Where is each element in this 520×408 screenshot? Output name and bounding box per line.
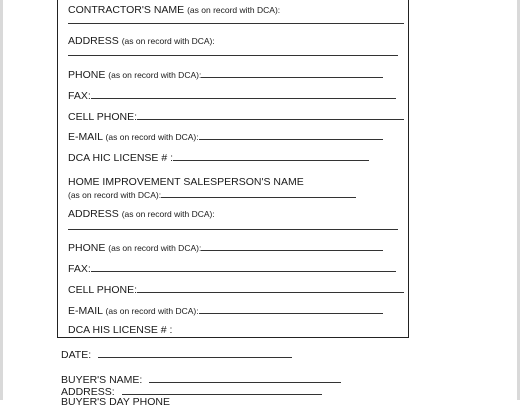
contractor-fax-row	[68, 89, 402, 102]
buyer-address-field[interactable]	[122, 385, 322, 395]
contractor-license-label: DCA HIC LICENSE # :	[68, 152, 174, 164]
salesperson-name-row	[68, 176, 402, 188]
date-row	[61, 348, 292, 361]
contractor-name-field[interactable]	[68, 23, 404, 24]
buyer-name-field[interactable]	[149, 373, 341, 383]
page-edge-left	[0, 0, 3, 400]
contractor-fax-label: FAX:	[68, 90, 91, 102]
contractor-address-note: (as on record with DCA):	[121, 36, 215, 46]
salesperson-fax-field[interactable]	[91, 262, 396, 272]
salesperson-cell-field[interactable]	[137, 283, 404, 293]
salesperson-license-row	[68, 324, 402, 336]
salesperson-email-note: (as on record with DCA):	[105, 306, 199, 316]
contractor-phone-label: PHONE	[68, 69, 106, 81]
salesperson-name-field[interactable]	[161, 188, 356, 198]
contractor-address-label: ADDRESS	[68, 35, 119, 47]
salesperson-name-label: HOME IMPROVEMENT SALESPERSON'S NAME	[68, 176, 304, 188]
salesperson-address-field[interactable]	[68, 229, 398, 230]
contractor-license-field[interactable]	[173, 151, 369, 161]
contractor-license-row	[68, 151, 402, 164]
contractor-name-label: CONTRACTOR'S NAME	[68, 4, 185, 16]
contractor-cell-field[interactable]	[137, 110, 404, 120]
contractor-info-box	[57, 0, 409, 338]
salesperson-fax-label: FAX:	[68, 263, 91, 275]
salesperson-phone-row	[68, 241, 402, 254]
contractor-email-row	[68, 130, 402, 143]
date-label: DATE:	[61, 349, 92, 361]
contractor-name-note: (as on record with DCA):	[187, 5, 281, 15]
salesperson-cell-row	[68, 283, 402, 296]
salesperson-address-note: (as on record with DCA):	[121, 209, 215, 219]
contractor-address-row	[68, 35, 402, 47]
salesperson-name-note-row	[68, 188, 402, 201]
buyer-day-phone-row	[61, 396, 170, 408]
contractor-phone-row	[68, 68, 402, 81]
salesperson-phone-note: (as on record with DCA):	[108, 243, 202, 253]
salesperson-phone-field[interactable]	[201, 241, 383, 251]
salesperson-license-label: DCA HIS LICENSE # :	[68, 324, 173, 336]
contractor-address-field[interactable]	[68, 55, 398, 56]
salesperson-name-note: (as on record with DCA):	[68, 190, 162, 200]
contractor-cell-row	[68, 110, 402, 123]
contractor-cell-label: CELL PHONE:	[68, 111, 138, 123]
salesperson-address-row	[68, 208, 402, 220]
salesperson-email-row	[68, 304, 402, 317]
contractor-email-label: E-MAIL	[68, 131, 103, 143]
buyer-name-label: BUYER'S NAME:	[61, 374, 143, 386]
salesperson-fax-row	[68, 262, 402, 275]
contractor-fax-field[interactable]	[91, 89, 396, 99]
salesperson-email-field[interactable]	[199, 304, 383, 314]
contractor-name-row	[68, 4, 402, 16]
contractor-phone-note: (as on record with DCA):	[108, 70, 202, 80]
buyer-day-phone-label: BUYER'S DAY PHONE	[61, 396, 170, 408]
salesperson-email-label: E-MAIL	[68, 305, 103, 317]
contractor-email-note: (as on record with DCA):	[105, 132, 199, 142]
date-field[interactable]	[98, 348, 292, 358]
salesperson-address-label: ADDRESS	[68, 208, 119, 220]
salesperson-cell-label: CELL PHONE:	[68, 284, 138, 296]
contractor-email-field[interactable]	[199, 130, 383, 140]
salesperson-phone-label: PHONE	[68, 242, 106, 254]
contractor-phone-field[interactable]	[201, 68, 383, 78]
buyer-address-label: ADDRESS:	[61, 386, 115, 398]
